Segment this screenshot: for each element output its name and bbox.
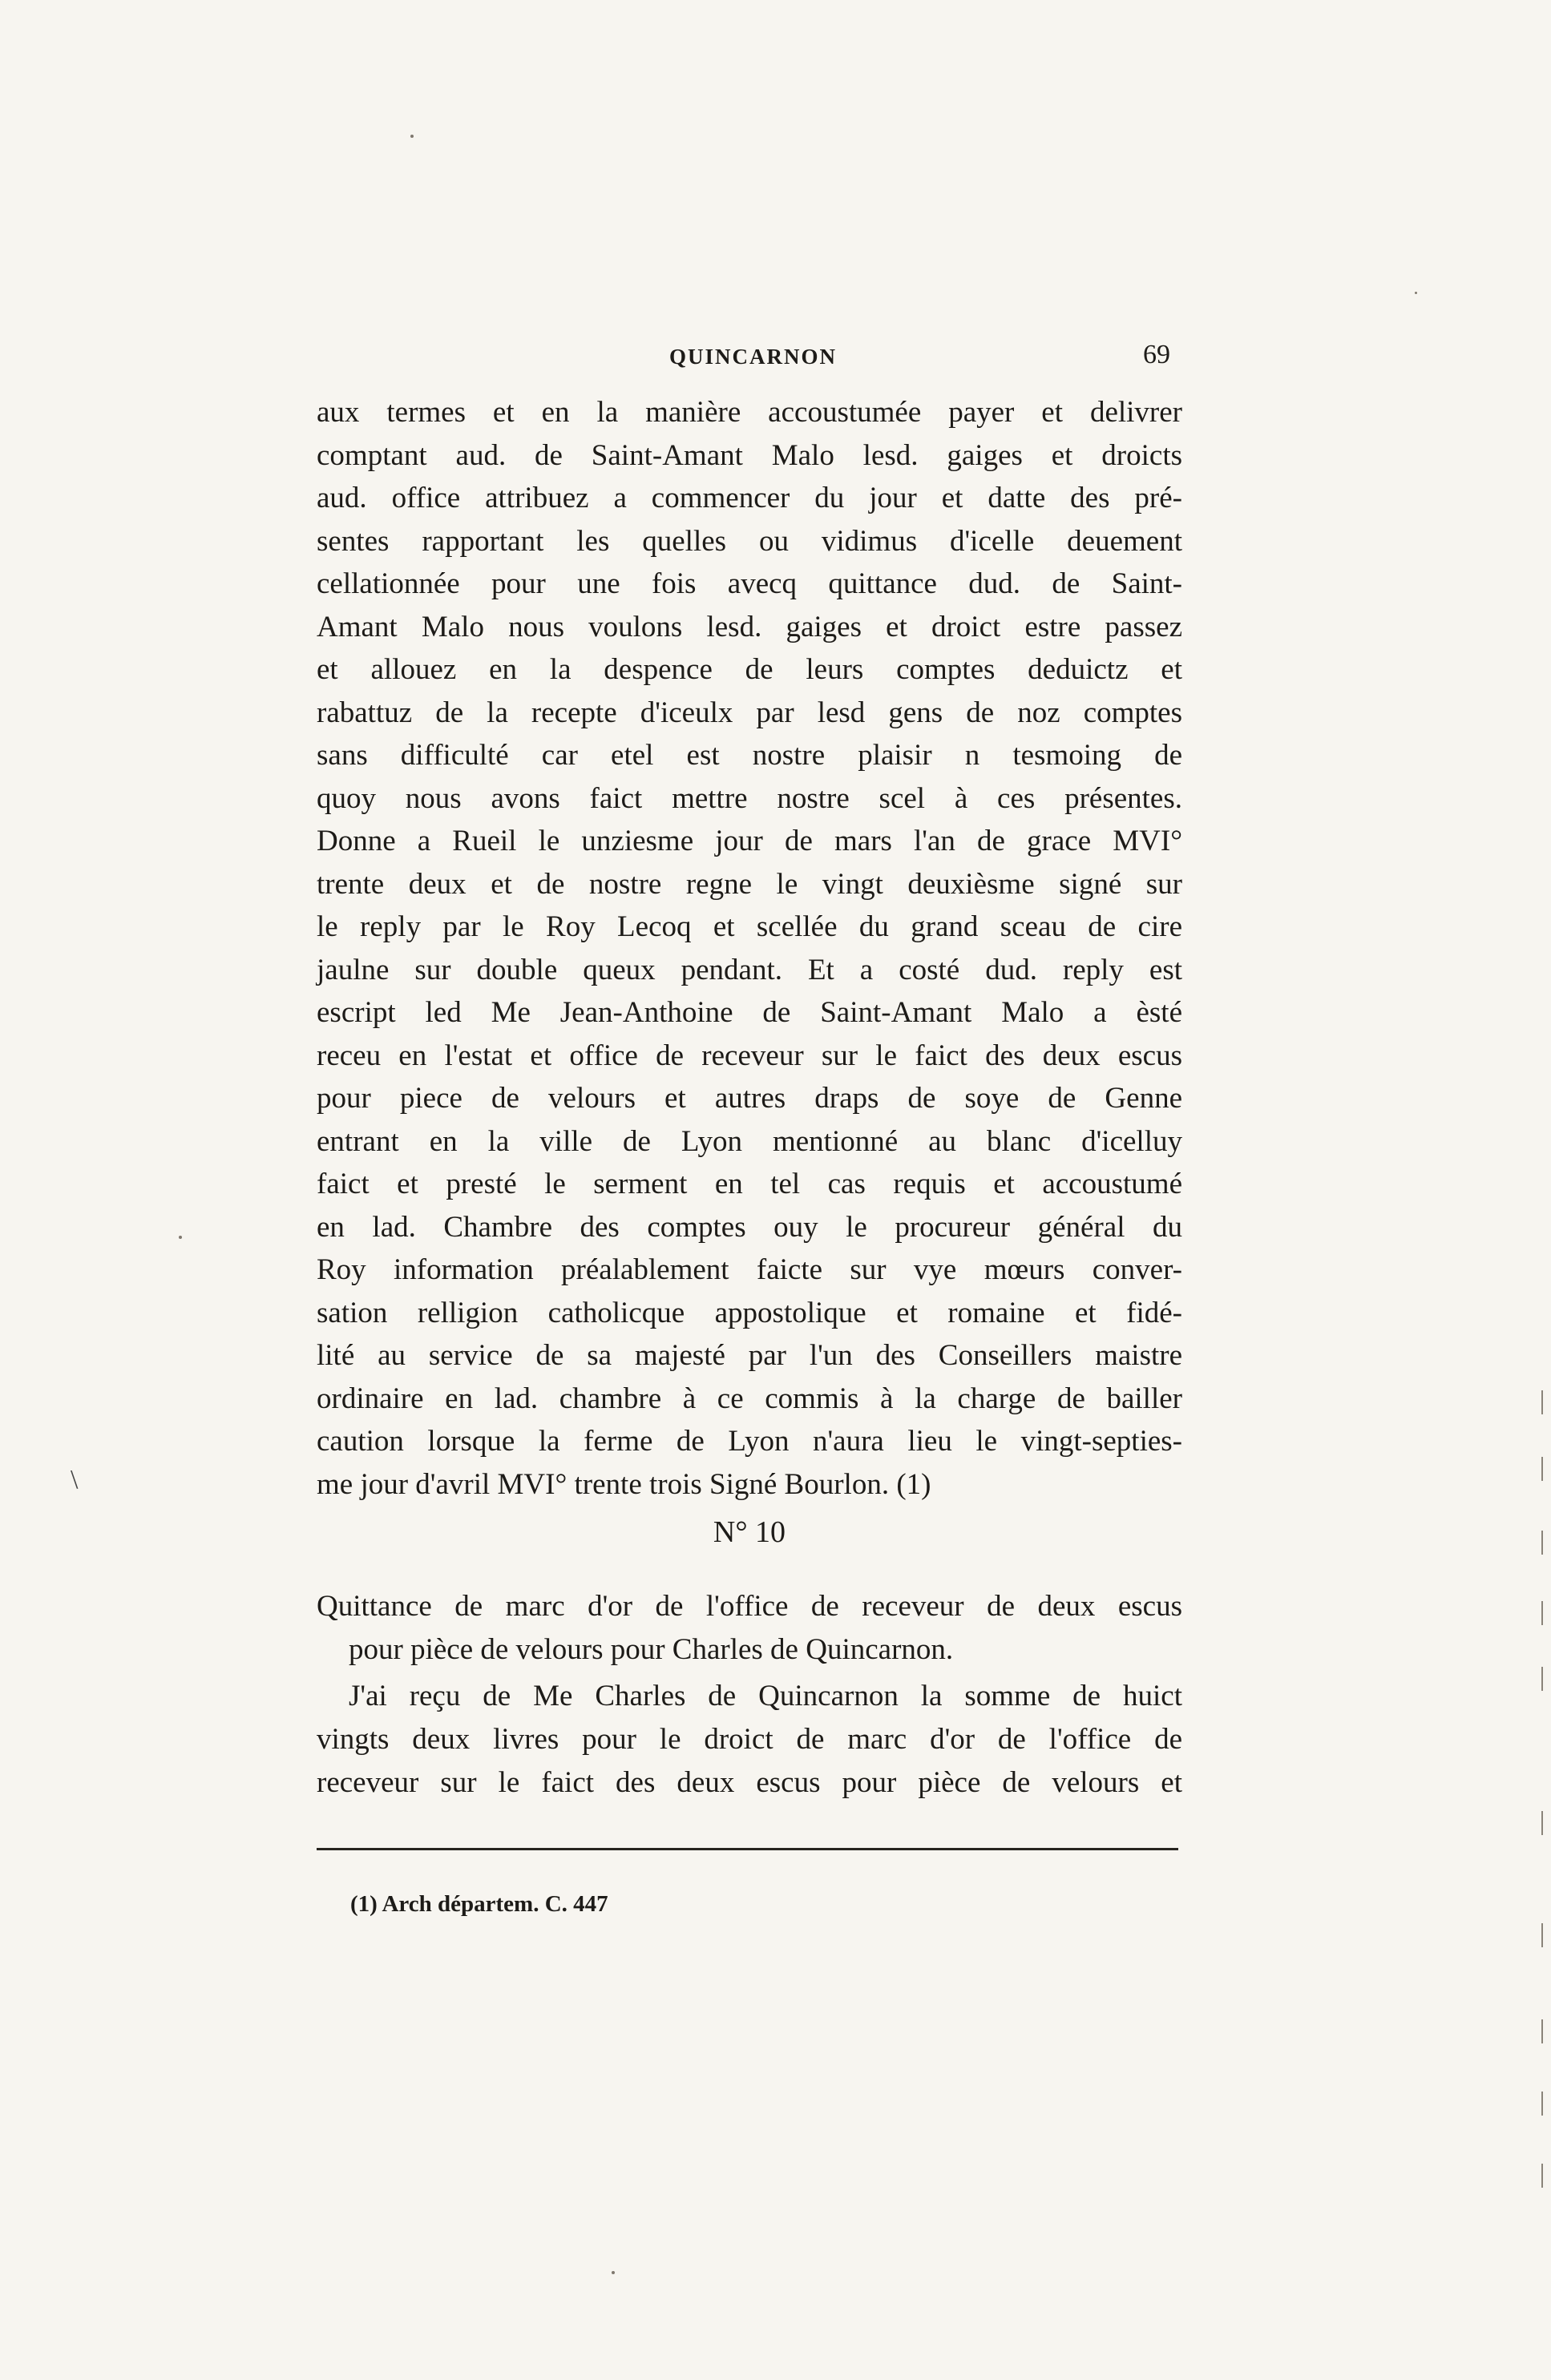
running-title: QUINCARNON: [669, 345, 837, 369]
main-text-block: [317, 391, 1182, 1506]
footnote-rule: [317, 1848, 1178, 1850]
edge-mark: [1541, 2092, 1543, 2116]
edge-mark: [1541, 1390, 1543, 1414]
text-line: caution lorsque la ferme de Lyon n'aura lieu le vingt-septies-: [317, 1425, 1182, 1458]
page-number: 69: [1143, 340, 1170, 369]
section-number: N° 10: [713, 1515, 786, 1549]
edge-mark: [1541, 1811, 1543, 1835]
paragraph-line: receveur sur le faict des deux escus pour pièce de velours et: [317, 1766, 1182, 1799]
edge-mark: [1541, 2019, 1543, 2043]
section-paragraph: [317, 1675, 1182, 1805]
edge-mark: [1541, 1667, 1543, 1691]
paper-speck: [612, 2271, 615, 2274]
text-line: Roy information préalablement faicte sur vye mœurs conver-: [317, 1253, 1182, 1286]
text-line: jaulne sur double queux pendant. Et a costé dud. reply est: [317, 953, 1182, 986]
section-title-line: Quittance de marc d'or de l'office de receveur de deux escus: [317, 1590, 1182, 1623]
text-line: trente deux et de nostre regne le vingt deuxièsme signé sur: [317, 867, 1182, 901]
text-line: Amant Malo nous voulons lesd. gaiges et droict estre passez: [317, 610, 1182, 643]
section-title: [317, 1585, 1182, 1672]
text-line: quoy nous avons faict mettre nostre scel à ces présentes.: [317, 781, 1182, 815]
text-line: ordinaire en lad. chambre à ce commis à la charge de bailler: [317, 1382, 1182, 1415]
text-line: faict et presté le serment en tel cas requis et accoustumé: [317, 1168, 1182, 1200]
margin-mark: \: [71, 1465, 79, 1495]
text-line: et allouez en la despence de leurs comptes deduictz et: [317, 653, 1182, 686]
paragraph-line: J'ai reçu de Me Charles de Quincarnon la somme de huict: [349, 1680, 1182, 1712]
section-title-line: pour pièce de velours pour Charles de Quincarnon.: [349, 1633, 954, 1666]
paragraph-line: vingts deux livres pour le droict de marc d'or de l'office de: [317, 1723, 1182, 1756]
text-line: cellationnée pour une fois avecq quittance dud. de Saint-: [317, 567, 1182, 600]
text-line: escript led Me Jean-Anthoine de Saint-Amant Malo a èsté: [317, 996, 1182, 1029]
text-line: rabattuz de la recepte d'iceulx par lesd gens de noz comptes: [317, 696, 1182, 729]
text-line: receu en l'estat et office de receveur sur le faict des deux escus: [317, 1039, 1182, 1072]
edge-mark: [1541, 1923, 1543, 1947]
text-line: sans difficulté car etel est nostre plaisir n tesmoing de: [317, 739, 1182, 772]
text-line: entrant en la ville de Lyon mentionné au blanc d'icelluy: [317, 1124, 1182, 1158]
text-line: aux termes et en la manière accoustumée payer et delivrer: [317, 396, 1182, 429]
edge-mark: [1541, 1601, 1543, 1625]
paper-speck: [1415, 292, 1417, 294]
text-line: sation relligion catholicque appostolique et romaine et fidé-: [317, 1296, 1182, 1329]
running-head: [317, 340, 1170, 385]
paper-speck: [179, 1236, 182, 1239]
edge-mark: [1541, 1531, 1543, 1555]
text-line: lité au service de sa majesté par l'un des Conseillers maistre: [317, 1339, 1182, 1372]
text-line-last: me jour d'avril MVI° trente trois Signé Bourlon. (1): [317, 1467, 931, 1501]
footnote: (1) Arch départem. C. 447: [350, 1891, 608, 1917]
text-line: comptant aud. de Saint-Amant Malo lesd. gaiges et droicts: [317, 438, 1182, 472]
text-line: Donne a Rueil le unziesme jour de mars l'an de grace MVI°: [317, 825, 1182, 857]
paper-speck: [410, 135, 414, 138]
edge-mark: [1541, 1457, 1543, 1481]
text-line: en lad. Chambre des comptes ouy le procureur général du: [317, 1210, 1182, 1244]
edge-mark: [1541, 2164, 1543, 2188]
text-line: le reply par le Roy Lecoq et scellée du grand sceau de cire: [317, 910, 1182, 943]
text-line: aud. office attribuez a commencer du jour et datte des pré-: [317, 482, 1182, 514]
text-line: sentes rapportant les quelles ou vidimus d'icelle deuement: [317, 524, 1182, 558]
text-line: pour piece de velours et autres draps de soye de Genne: [317, 1082, 1182, 1115]
